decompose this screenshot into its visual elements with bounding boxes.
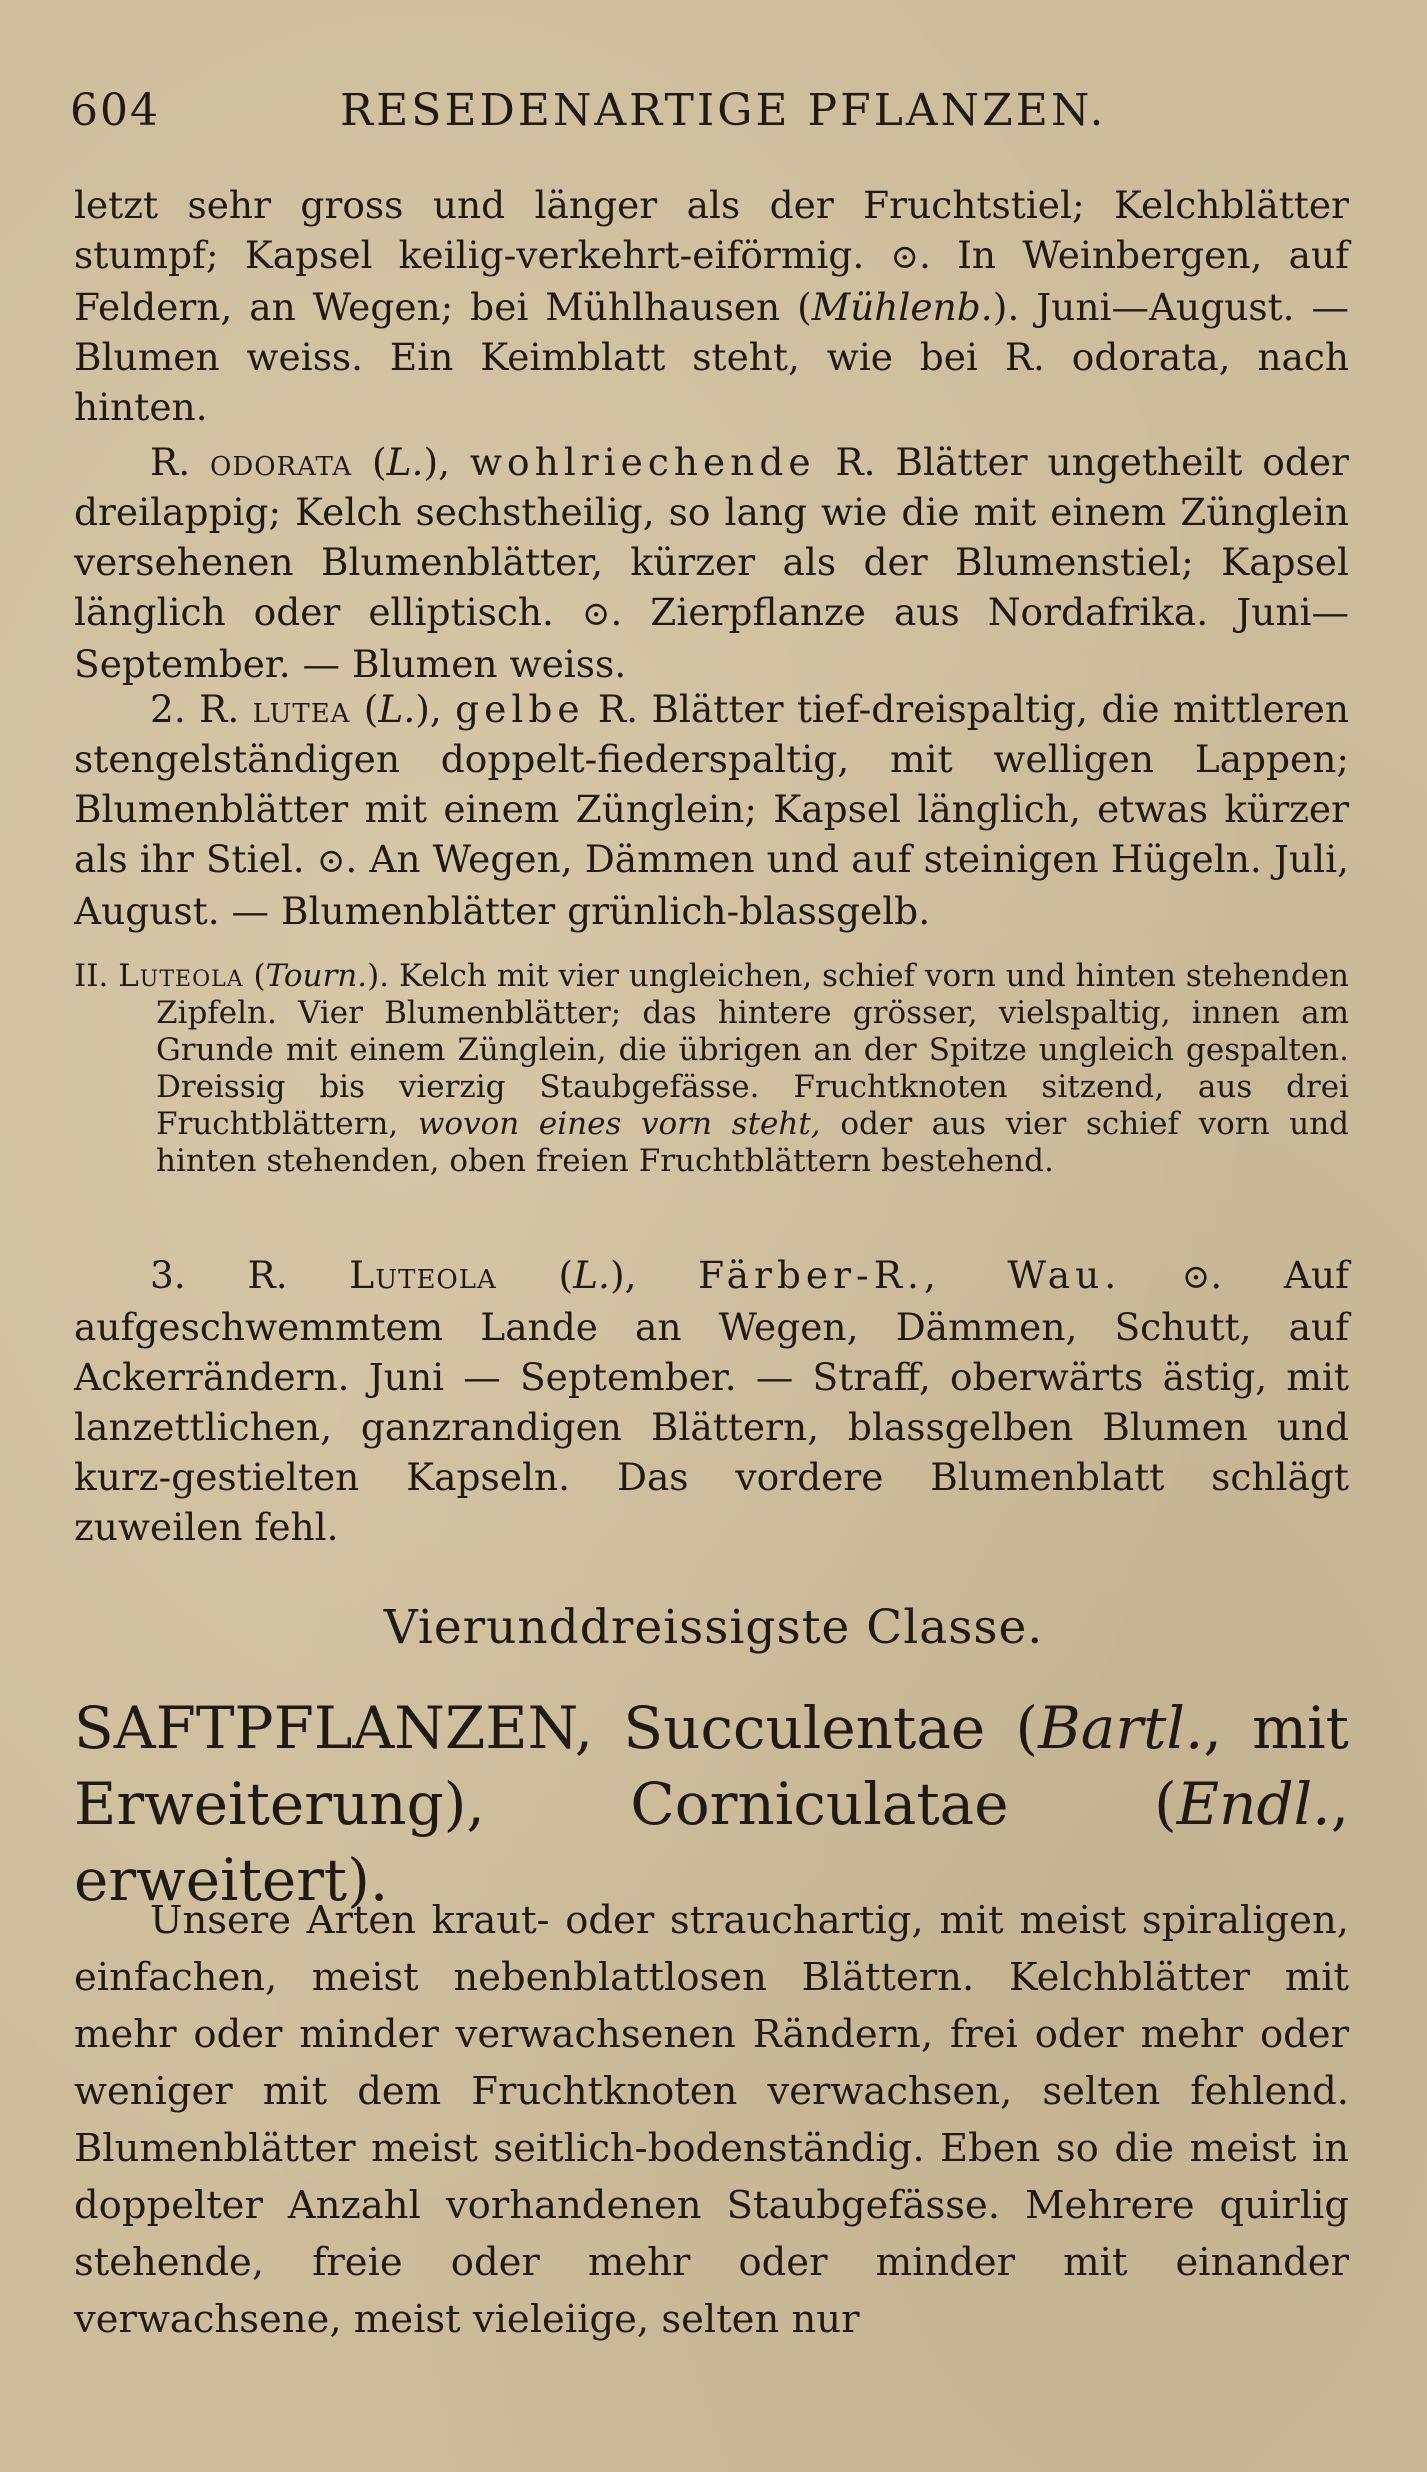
class-heading: Vierunddreissigste Classe. xyxy=(383,1600,1044,1655)
page-number: 604 xyxy=(70,85,160,136)
running-title: RESEDENARTIGE PFLANZEN. xyxy=(340,85,1107,136)
biennial-symbol: ⊙ xyxy=(316,841,346,881)
authority: Bartl. xyxy=(1038,1694,1204,1762)
entry-r-lutea: 2. R. lutea (L.), gelbe R. Blätter tief-dreispaltig, die mittleren stengelständigen doppelt-fiederspaltig, mit welligen Lappen; Blumenblätter mit einem Zünglein; Kapsel länglich, etwas kürzer als ihr Stiel. ⊙. An Wegen, Dämmen und auf steinigen Hügeln. Juli, August. — Blumenblätter grünlich-blassgelb. xyxy=(74,687,1349,933)
common-name: gelbe xyxy=(455,687,585,731)
genus-name: Luteola xyxy=(118,958,244,994)
author: L. xyxy=(573,1253,610,1297)
biennial-symbol: ⊙ xyxy=(1121,1257,1211,1297)
author: Tourn. xyxy=(265,958,368,994)
common-name: Färber-R., Wau. xyxy=(698,1253,1122,1297)
common-name: wohlriechende xyxy=(469,440,816,484)
annual-symbol: ⊙ xyxy=(581,594,611,634)
species-name: odorata xyxy=(210,440,353,484)
authority: Mühlenb. xyxy=(811,285,993,329)
species-name: Luteola xyxy=(349,1253,497,1297)
author: L. xyxy=(378,687,416,731)
author: L. xyxy=(386,440,424,484)
entry-r-luteola: 3. R. Luteola (L.), Färber-R., Wau. ⊙. Auf aufgeschwemmtem Lande an Wegen, Dämmen, Schutt, auf Ackerrändern. Juni — September. — Straff, oberwärts ästig, mit lanzettlichen, ganzrandigen Blättern, blassgelben Blumen und kurz-gestielten Kapseln. Das vordere Blumenblatt schlägt zuweilen fehl. xyxy=(74,1253,1349,1549)
paragraph-continued: letzt sehr gross und länger als der Fruchtstiel; Kelchblätter stumpf; Kapsel keilig-verkehrt-eiförmig. ⊙. In Weinbergen, auf Feldern, an Wegen; bei Mühlhausen (Mühlenb.). Juni—August. — Blumen weiss. Ein Keimblatt steht, wie bei R. odorata, nach hinten. xyxy=(74,183,1349,429)
species-name: lutea xyxy=(252,687,351,731)
annual-symbol: ⊙ xyxy=(890,237,920,277)
authority: Endl. xyxy=(1176,1770,1331,1838)
class-description: Unsere Arten kraut- oder strauchartig, mit meist spiraligen, einfachen, meist nebenblattlosen Blättern. Kelchblätter mit mehr oder minder verwachsenen Rändern, frei oder mehr oder weniger mit dem Fruchtknoten verwachsen, selten fehlend. Blumenblätter meist seitlich-bodenständig. Eben so die meist in doppelter Anzahl vorhandenen Staubgefässe. Mehrere quirlig stehende, freie oder mehr oder minder mit einander verwachsene, meist vieleiige, selten nur xyxy=(74,1898,1349,2342)
class-title: SAFTPFLANZEN, Succulentae (Bartl., mit Erweiterung), Corniculatae (Endl., erweitert). xyxy=(74,1694,1349,1914)
section-luteola: II. Luteola (Tourn.). Kelch mit vier ungleichen, schief vorn und hinten stehenden Zipfeln. Vier Blumenblätter; das hintere grösser, vielspaltig, innen am Grunde mit einem Zünglein, die übrigen an der Spitze ungleich gespalten. Dreissig bis vierzig Staubgefässe. Fruchtknoten sitzend, aus drei Fruchtblättern, wovon eines vorn steht, oder aus vier schief vorn und hinten stehenden, oben freien Fruchtblättern bestehend. xyxy=(74,958,1350,1179)
emphasis: wovon eines vorn steht, xyxy=(417,1106,821,1142)
entry-r-odorata: R. odorata (L.), wohlriechende R. Blätter ungetheilt oder dreilappig; Kelch sechstheilig, so lang wie die mit einem Zünglein versehenen Blumenblätter, kürzer als der Blumenstiel; Kapsel länglich oder elliptisch. ⊙. Zierpflanze aus Nordafrika. Juni—September. — Blumen weiss. xyxy=(74,440,1349,686)
